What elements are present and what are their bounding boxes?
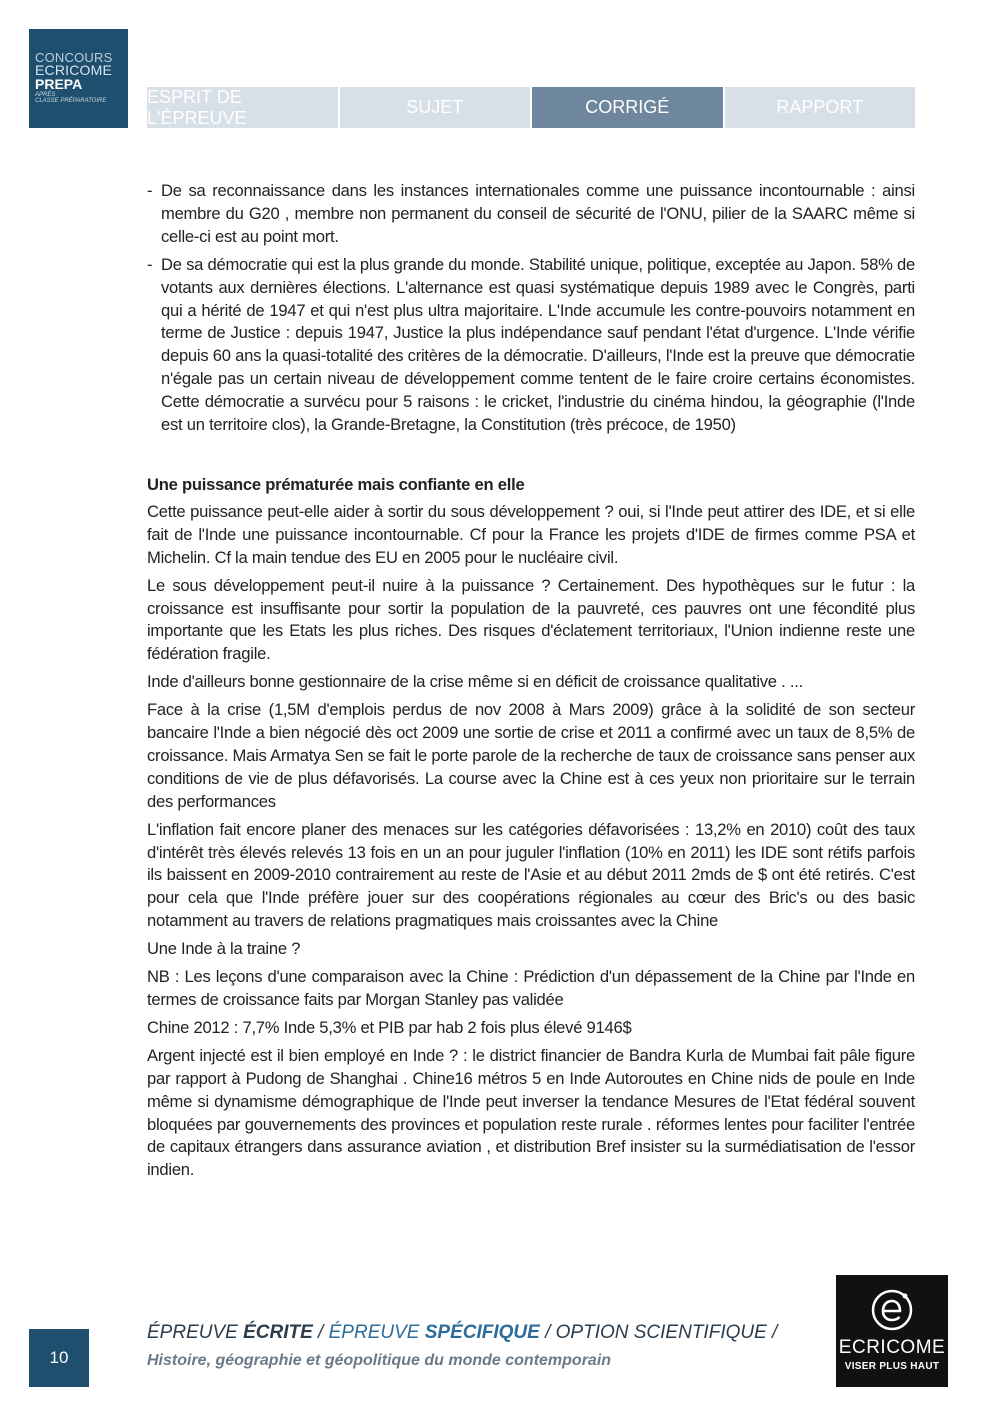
paragraph: Face à la crise (1,5M d'emplois perdus de nov 2008 à Mars 2009) grâce à la solidité de son secteur bancaire l'Inde a bien négocié dès oct 2009 une sortie de crise et 2011 a confirmé avec un taux de 8,5% de croissance. Mais Armatya Sen se fait le porte parole de la recherche de taux de croissance sans penser aux conditions de vie de plus défavorisés. La course avec la Chine est à ces yeux non prioritaire sur le terrain des performances [147,700,915,811]
logo-line-classe: CLASSE PRÉPARATOIRE [35,98,107,104]
bullet-text: De sa reconnaissance dans les instances internationales comme une puissance incontournable : ainsi membre du G20 , membre non permanent du conseil de sécurité de l'ONU, pilier de la SAARC même si celle-ci est au point mort. [161,181,915,246]
paragraph: Une Inde à la traine ? [147,939,301,959]
paragraph: Le sous développement peut-il nuire à la puissance ? Certainement. Des hypothèques sur le futur : la croissance est insuffisante pour sortir la population de la pauvreté, ces pauvres ont une fécondité plus importante que les Etats les plus riches. Des risques d'éclatement territoriaux, l'Union indienne reste une fédération fragile. [147,575,915,664]
ecricome-brand-logo [836,1275,948,1387]
footer-exam-type [147,1322,777,1344]
footer-part: ÉPREUVE [147,1322,244,1343]
tab-corrige[interactable]: CORRIGÉ [532,87,723,128]
paragraph: L'inflation fait encore planer des menaces sur les catégories défavorisées : 13,2% en 2010) coût des taux d'intérêt très élevés relevés 13 fois en un an pour juguler l'inflation (10% en 2011) les IDE sont rétifs parfois ils baissent en 2009-2010 contrairement au reste de l'Asie et au début 2011 2mds de $ ont été retirés. C'est pour cela que l'Inde préfère jouer sur des coopérations régionales au cœur des Bric's ou des basic notamment au travers de relations pragmatiques mais croissantes avec la Chine [147,819,915,931]
ecricome-e-icon [869,1287,915,1333]
footer-part: OPTION SCIENTIFIQUE [555,1322,767,1343]
section-tabs [147,87,915,128]
document-body [147,180,915,1187]
footer-subject: Histoire, géographie et géopolitique du monde contemporain [147,1352,612,1369]
footer-part: ÉPREUVE [328,1322,425,1343]
logo-line-apres: APRÈS [35,92,56,98]
logo-line-prepa: PREPA [35,76,83,92]
tab-esprit[interactable]: ESPRIT DE L'ÉPREUVE [147,87,338,128]
page-number: 10 [29,1329,89,1387]
concours-logo [29,29,128,128]
paragraph: Chine 2012 : 7,7% Inde 5,3% et PIB par hab 2 fois plus élevé 9146$ [147,1017,632,1037]
paragraph: Inde d'ailleurs bonne gestionnaire de la crise même si en déficit de croissance qualitative . ... [147,672,803,692]
bullet-item [147,254,915,437]
logo-line-concours: CONCOURS [35,50,113,65]
brand-name: ECRICOME [838,1337,946,1358]
section-heading: Une puissance prématurée mais confiante en elle [147,474,525,494]
footer-part: SPÉCIFIQUE [424,1322,540,1343]
logo-line-ecricome: ECRICOME [35,62,113,78]
tab-sujet[interactable]: SUJET [340,87,531,128]
brand-tagline: VISER PLUS HAUT [844,1361,940,1372]
footer-separator: / [766,1322,778,1343]
footer-separator: / [312,1322,329,1343]
paragraph: NB : Les leçons d'une comparaison avec la Chine : Prédiction d'un dépassement de la Chine par l'Inde en termes de croissance faits par Morgan Stanley pas validée [147,967,915,1009]
paragraph: Cette puissance peut-elle aider à sortir du sous développement ? oui, si l'Inde peut attirer des IDE, et si elle fait de l'Inde une puissance incontournable. Cf pour la France les projets d'IDE de firmes comme PSA et Michelin. Cf la main tendue des EU en 2005 pour le nucléaire civil. [147,501,915,567]
bullet-dash: - [147,254,153,274]
paragraph: Argent injecté est il bien employé en Inde ? : le district financier de Bandra Kurla de Mumbai fait pâle figure par rapport à Pudong de Shanghai . Chine16 métros 5 en Inde Autoroutes en Chine nids de poule en Inde même si dynamisme démographique de l'Inde peut inverser la tendance Mesures de l'Etat fédéral souvent bloquées par gouvernements des provinces et population reste rurale . réformes lentes pour faciliter l'entrée de capitaux étrangers dans assurance aviation , et distribution Bref insister su la surmédiatisation de l'essor indien. [147,1045,915,1180]
footer-part: ÉCRITE [243,1322,313,1343]
footer-separator: / [539,1322,556,1343]
bullet-text: De sa démocratie qui est la plus grande du monde. Stabilité unique, politique, exceptée au Japon. 58% de votants aux dernières élections. L'alternance est quasi systématique depuis 1989 avec le Congrès, parti qui a hérité de 1947 et qui n'est plus ultra majoritaire. L'Inde accumule les contre-pouvoirs notamment en terme de Justice : depuis 1947, Justice la plus indépendance sauf pendant l'état d'urgence. L'Inde vérifie depuis 60 ans la quasi-totalité des critères de la démocratie. D'ailleurs, l'Inde est la preuve que démocratie n'égale pas un certain niveau de développement comme tentent de le faire croire certains économistes. Cette démocratie a survécu pour 5 raisons : le cricket, l'industrie du cinéma hindou, la géographie (l'Inde est un territoire clos), la Grande-Bretagne, la Constitution (très précoce, de 1950) [161,254,915,435]
tab-rapport[interactable]: RAPPORT [725,87,916,128]
bullet-dash: - [147,181,153,200]
bullet-item [147,180,915,249]
